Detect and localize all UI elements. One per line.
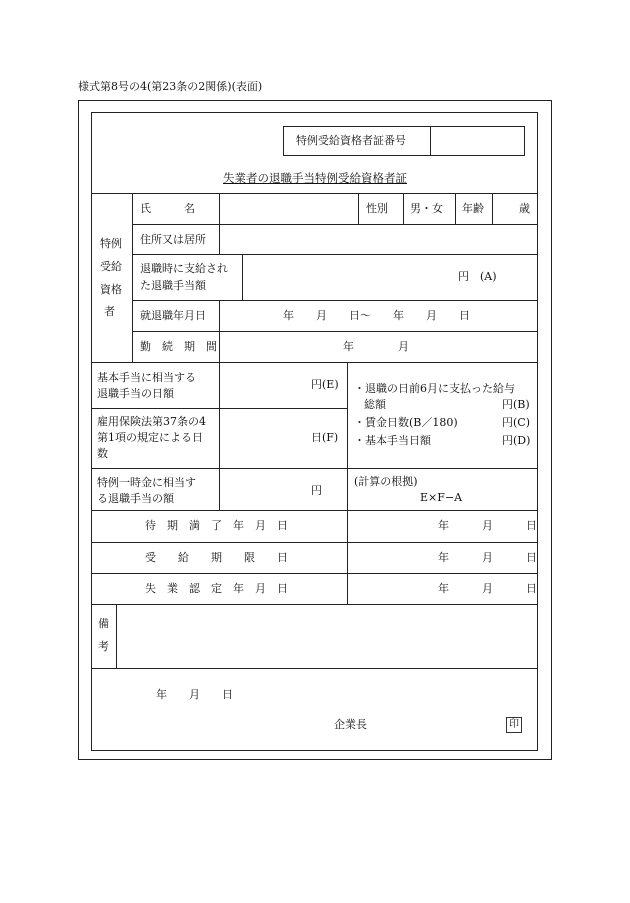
lump-sum-unit: 円 — [311, 484, 322, 497]
sex-options[interactable]: 男・女 — [410, 202, 443, 215]
service-period-label: 勤 続 期 間 — [140, 340, 217, 353]
retirement-allowance-unit: 円 (A) — [458, 270, 497, 283]
wage-daily-label: ・賃金日数(B／180) — [354, 416, 458, 429]
address-label: 住所又は居所 — [140, 233, 206, 246]
section-label-line4: 者 — [104, 305, 115, 318]
insurance-law-unit: 日(F) — [311, 431, 339, 444]
unemployment-certification-label: 失 業 認 定 年 月 日 — [145, 582, 288, 595]
insurance-law-label-line3: 数 — [97, 447, 108, 460]
benefit-deadline-value[interactable]: 年 月 日 — [438, 551, 537, 564]
basic-allowance-unit: 円(E) — [311, 378, 339, 391]
lump-sum-label-line1: 特例一時金に相当す — [97, 476, 196, 489]
name-label: 氏 名 — [140, 202, 195, 215]
document-title: 失業者の退職手当特例受給資格者証 — [223, 171, 407, 185]
waiting-period-end-label: 待 期 満 了 年 月 日 — [145, 519, 288, 532]
basic-daily-unit: 円(D) — [502, 434, 531, 447]
service-period-value[interactable]: 年 月 — [343, 340, 409, 353]
retirement-allowance-label-line1: 退職時に支給され — [140, 262, 228, 275]
wage-daily-unit: 円(C) — [502, 416, 530, 429]
employment-date-label: 就退職年月日 — [140, 309, 206, 322]
cert-number-label: 特例受給資格者証番号 — [296, 134, 406, 147]
basic-allowance-label-line2: 退職手当の日額 — [97, 387, 174, 400]
issuer-title: 企業長 — [334, 718, 367, 731]
insurance-law-label-line1: 雇用保険法第37条の4 — [97, 415, 206, 428]
employment-date-value[interactable]: 年 月 日〜 年 月 日 — [283, 309, 470, 322]
issue-date[interactable]: 年 月 日 — [156, 688, 233, 701]
calc-basis-formula: E×F−A — [420, 491, 463, 504]
remarks-label-line1: 備 — [98, 617, 109, 630]
remarks-label-line2: 考 — [98, 640, 109, 653]
form-number-title: 様式第8号の4(第23条の2関係)(表面) — [78, 80, 263, 93]
age-label: 年齢 — [462, 202, 484, 215]
section-label-line2: 受給 — [100, 260, 122, 273]
unemployment-certification-value[interactable]: 年 月 日 — [438, 582, 537, 595]
retirement-allowance-label-line2: た退職手当額 — [140, 279, 206, 292]
benefit-deadline-label: 受 給 期 限 日 — [145, 551, 288, 564]
lump-sum-label-line2: る退職手当の額 — [97, 492, 174, 505]
basic-daily-label: ・基本手当日額 — [354, 434, 431, 447]
insurance-law-label-line2: 第1項の規定による日 — [97, 431, 203, 444]
calc-basis-label: (計算の根拠) — [354, 475, 418, 488]
section-label-line1: 特例 — [100, 237, 122, 250]
seal-stamp: 印 — [506, 717, 522, 733]
wage-total-line2: 総額 — [364, 398, 386, 411]
waiting-period-end-value[interactable]: 年 月 日 — [438, 519, 537, 532]
basic-allowance-label-line1: 基本手当に相当する — [97, 371, 196, 384]
section-label-line3: 資格 — [100, 283, 122, 296]
age-unit: 歳 — [519, 202, 530, 215]
sex-label: 性別 — [366, 202, 388, 215]
wage-total-unit: 円(B) — [502, 398, 530, 411]
wage-total-line1: ・退職の日前6月に支払った給与 — [354, 382, 515, 395]
